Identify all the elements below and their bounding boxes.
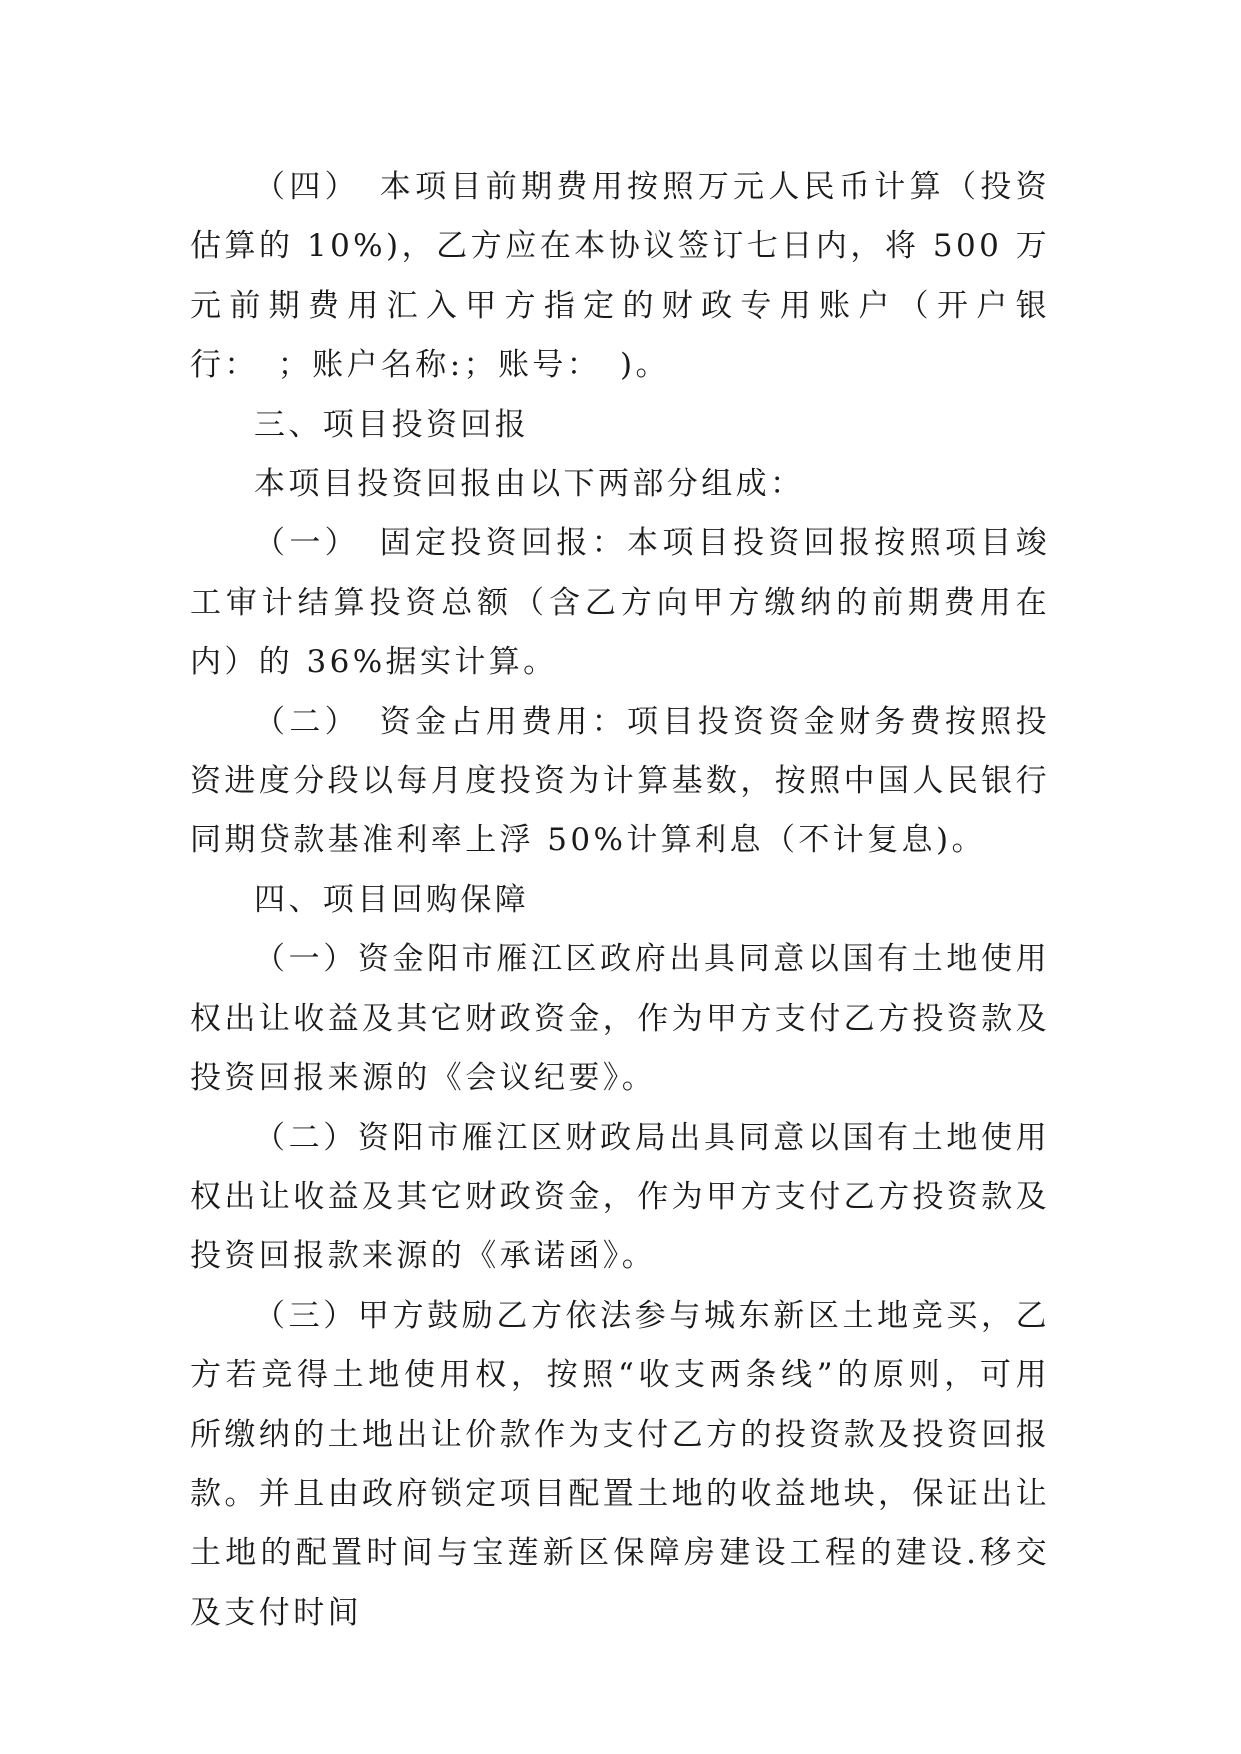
paragraph-commitment-letter: （二）资阳市雁江区财政局出具同意以国有土地使用权出让收益及其它财政资金，作为甲方支付乙方投资款及投资回报款来源的《承诺函》。 [190,1119,1050,1275]
section-heading-investment-return: 三、项目投资回报 [254,406,530,443]
document-body [190,158,1050,1643]
paragraph-fixed-return: （一） 固定投资回报：本项目投资回报按照项目竣工审计结算投资总额（含乙方向甲方缴纳的前期费用在内）的 36%据实计算。 [190,525,1050,681]
paragraph-meeting-minutes: （一）资金阳市雁江区政府出具同意以国有土地使用权出让收益及其它财政资金，作为甲方支付乙方投资款及投资回报来源的《会议纪要》。 [190,941,1050,1097]
section-heading-buyback-guarantee: 四、项目回购保障 [254,881,530,918]
paragraph-land-bidding: （三）甲方鼓励乙方依法参与城东新区土地竞买，乙方若竞得土地使用权，按照“收支两条线”的原则，可用所缴纳的土地出让价款作为支付乙方的投资款及投资回报款。并且由政府锁定项目配置土地的收益地块，保证出让土地的配置时间与宝莲新区保障房建设工程的建设.移交及支付时间 [190,1297,1050,1631]
paragraph-capital-cost: （二） 资金占用费用：项目投资资金财务费按照投资进度分段以每月度投资为计算基数，按照中国人民银行同期贷款基准利率上浮 50%计算利息（不计复息)。 [190,703,1050,859]
paragraph-return-composition: 本项目投资回报由以下两部分组成： [254,466,805,503]
paragraph-preliminary-fees: （四） 本项目前期费用按照万元人民币计算（投资估算的 10%)，乙方应在本协议签订七日内，将 500 万元前期费用汇入甲方指定的财政专用账户（开户银行： ；账户名称:；账号： )。 [190,169,1050,384]
